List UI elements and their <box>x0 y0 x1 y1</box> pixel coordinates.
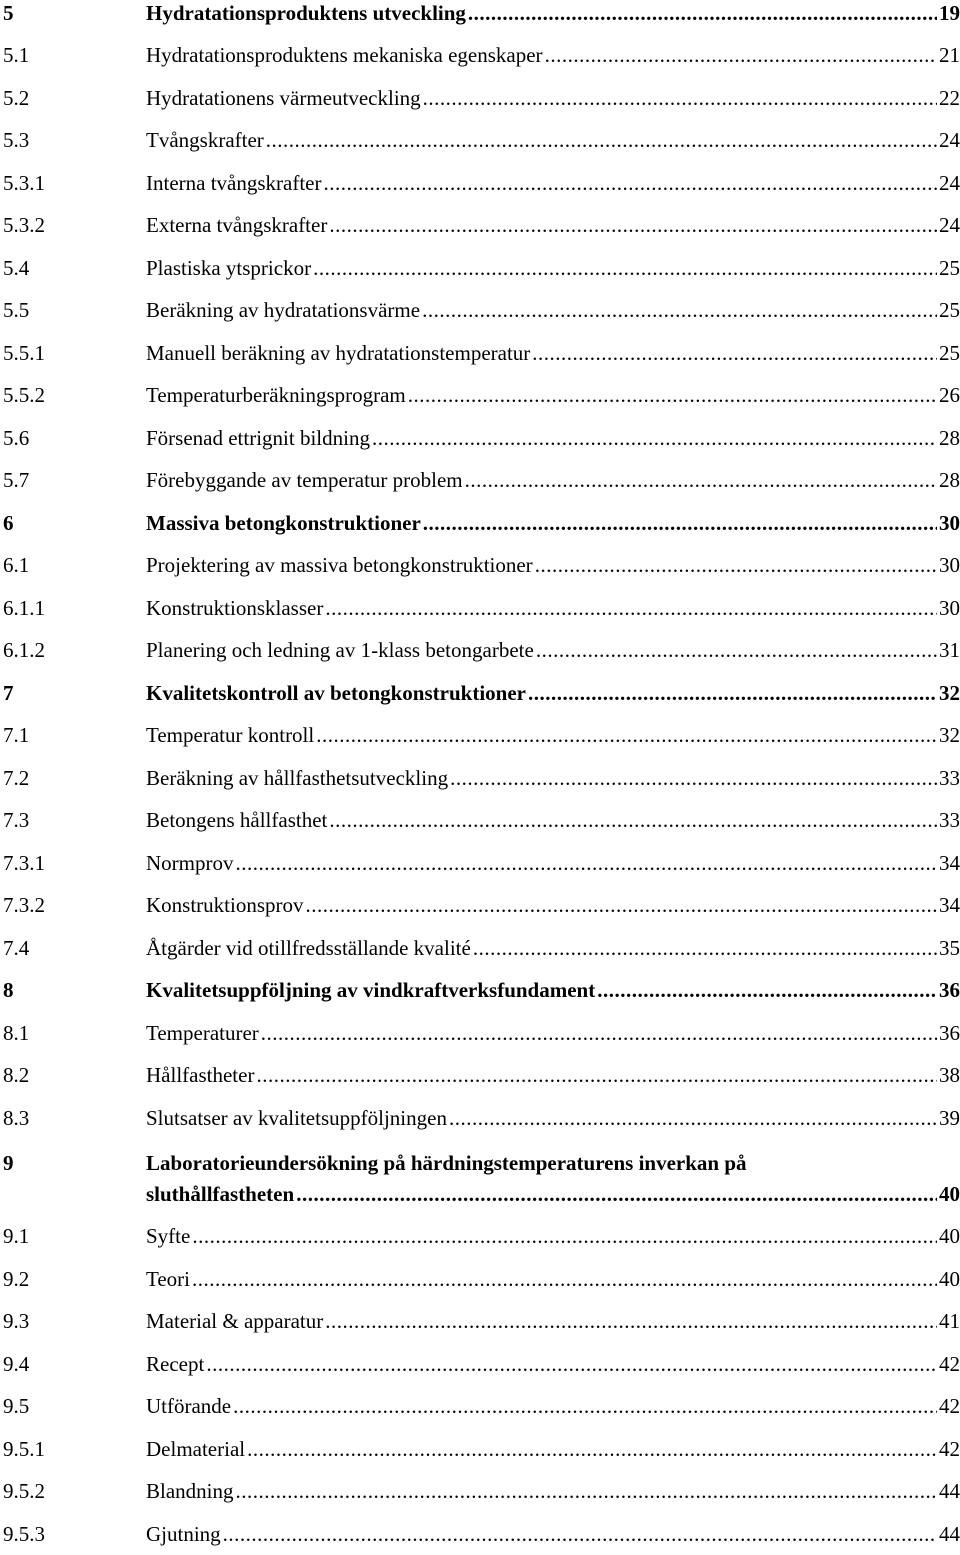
toc-entry-title: Material & apparatur <box>146 1309 324 1333</box>
toc-section-entry[interactable] <box>3 425 960 459</box>
toc-entry-line <box>146 510 960 536</box>
toc-entry-line <box>146 85 960 111</box>
toc-entry-line <box>146 127 960 153</box>
dot-leader <box>532 340 937 366</box>
toc-entry-page-number: 42 <box>939 1394 960 1418</box>
toc-entry-number: 5 <box>3 1 14 25</box>
toc-section-entry[interactable] <box>3 765 960 799</box>
toc-entry-page-number: 36 <box>939 1021 960 1045</box>
dot-leader <box>236 850 938 876</box>
toc-entry-title: Hydratationens värmeutveckling <box>146 86 421 110</box>
toc-entry-line <box>146 1020 960 1046</box>
toc-section-entry[interactable] <box>3 85 960 119</box>
toc-section-entry[interactable] <box>3 807 960 841</box>
toc-entry-line <box>146 1478 960 1504</box>
dot-leader <box>247 1436 937 1462</box>
toc-entry-title: Externa tvångskrafter <box>146 213 328 237</box>
toc-entry-page-number: 33 <box>939 766 960 790</box>
toc-entry-page-number: 24 <box>939 171 960 195</box>
toc-entry-line <box>146 595 960 621</box>
toc-entry-number: 5.1 <box>3 43 30 67</box>
toc-entry-line <box>146 1436 960 1462</box>
toc-entry-title: Massiva betongkonstruktioner <box>146 511 421 535</box>
toc-entry-number: 5.5.1 <box>3 341 45 365</box>
toc-entry-title: Utförande <box>146 1394 232 1418</box>
toc-entry-page-number: 44 <box>939 1479 960 1503</box>
toc-section-entry[interactable] <box>3 1062 960 1096</box>
toc-entry-title: Recept <box>146 1352 205 1376</box>
toc-entry-number: 7.3.1 <box>3 851 45 875</box>
toc-chapter-entry[interactable] <box>3 510 960 544</box>
toc-section-entry[interactable] <box>3 552 960 586</box>
toc-entry-number: 9.1 <box>3 1224 30 1248</box>
toc-entry-number: 5.4 <box>3 256 30 280</box>
toc-entry-title: Gjutning <box>146 1522 221 1546</box>
dot-leader <box>423 85 937 111</box>
toc-section-entry[interactable] <box>3 1521 960 1555</box>
toc-entry-line <box>146 1521 960 1547</box>
toc-entry-line <box>146 170 960 196</box>
toc-entry-number: 8 <box>3 978 14 1002</box>
toc-entry-line <box>146 382 960 408</box>
toc-section-entry[interactable] <box>3 1351 960 1385</box>
toc-section-entry[interactable] <box>3 850 960 884</box>
toc-entry-title: Beräkning av hydratationsvärme <box>146 298 421 322</box>
toc-entry-title: Förebyggande av temperatur problem <box>146 468 463 492</box>
toc-entry-page-number: 21 <box>939 43 960 67</box>
toc-entry-title: Temperatur kontroll <box>146 723 315 747</box>
toc-entry-line <box>146 977 960 1003</box>
toc-entry-number: 5.3 <box>3 128 30 152</box>
toc-section-entry[interactable] <box>3 467 960 501</box>
toc-entry-number: 5.3.1 <box>3 171 45 195</box>
toc-entry-line <box>146 1393 960 1419</box>
toc-entry-page-number: 34 <box>939 851 960 875</box>
toc-entry-page-number: 39 <box>939 1106 960 1130</box>
toc-entry-page-number: 44 <box>939 1522 960 1546</box>
toc-entry-title: Temperaturer <box>146 1021 259 1045</box>
toc-entry-number: 5.3.2 <box>3 213 45 237</box>
toc-chapter-entry[interactable] <box>3 977 960 1011</box>
toc-entry-page-number: 31 <box>939 638 960 662</box>
toc-entry-page-number: 35 <box>939 936 960 960</box>
toc-section-entry[interactable] <box>3 1020 960 1054</box>
dot-leader <box>192 1266 937 1292</box>
toc-section-entry[interactable] <box>3 1308 960 1342</box>
toc-entry-line <box>146 935 960 961</box>
dot-leader <box>316 722 937 748</box>
dot-leader <box>206 1351 937 1377</box>
toc-entry-line <box>146 1062 960 1088</box>
toc-entry-page-number: 30 <box>939 511 960 535</box>
toc-section-entry[interactable] <box>3 1105 960 1139</box>
dot-leader <box>536 637 937 663</box>
dot-leader <box>296 1181 937 1207</box>
toc-entry-number: 5.2 <box>3 86 30 110</box>
toc-entry-number: 5.7 <box>3 468 30 492</box>
toc-entry-number: 5.5.2 <box>3 383 45 407</box>
dot-leader <box>306 892 938 918</box>
toc-entry-title: Konstruktionsklasser <box>146 596 324 620</box>
toc-section-entry[interactable] <box>3 1223 960 1257</box>
dot-leader <box>266 127 937 153</box>
toc-section-entry[interactable] <box>3 1478 960 1512</box>
toc-chapter-entry[interactable] <box>3 680 960 714</box>
toc-entry-title: Betongens hållfasthet <box>146 808 328 832</box>
dot-leader <box>223 1521 937 1547</box>
dot-leader <box>449 1105 937 1131</box>
toc-entry-page-number: 25 <box>939 341 960 365</box>
toc-entry-line <box>146 1308 960 1334</box>
dot-leader <box>468 0 937 26</box>
toc-section-entry[interactable] <box>3 340 960 374</box>
toc-entry-line <box>146 850 960 876</box>
toc-entry-line <box>146 637 960 663</box>
toc-entry-number: 9.5.3 <box>3 1522 45 1546</box>
toc-entry-title: Blandning <box>146 1479 234 1503</box>
toc-entry-title: Kvalitetskontroll av betongkonstruktioner <box>146 681 526 705</box>
toc-entry-page-number: 28 <box>939 426 960 450</box>
dot-leader <box>465 467 937 493</box>
toc-entry-page-number: 32 <box>939 723 960 747</box>
toc-section-entry[interactable] <box>3 255 960 289</box>
toc-entry-page-number: 19 <box>939 1 960 25</box>
toc-section-entry[interactable] <box>3 1436 960 1470</box>
toc-entry-line <box>146 425 960 451</box>
toc-entry-title: Manuell beräkning av hydratationstemperatur <box>146 341 531 365</box>
toc-entry-number: 8.1 <box>3 1021 30 1045</box>
dot-leader <box>422 297 937 323</box>
dot-leader <box>545 42 937 68</box>
dot-leader <box>329 212 937 238</box>
toc-entry-number: 5.6 <box>3 426 30 450</box>
toc-entry-number: 9.5.1 <box>3 1437 45 1461</box>
toc-entry-number: 9.3 <box>3 1309 30 1333</box>
dot-leader <box>450 765 937 791</box>
toc-entry-line <box>146 42 960 68</box>
toc-section-entry[interactable] <box>3 42 960 76</box>
toc-entry-number: 9.4 <box>3 1352 30 1376</box>
dot-leader <box>325 1308 937 1334</box>
toc-entry-number: 6.1.1 <box>3 596 45 620</box>
toc-entry-line <box>146 297 960 323</box>
toc-entry-line <box>146 680 960 706</box>
dot-leader <box>313 255 937 281</box>
toc-section-entry[interactable] <box>3 297 960 331</box>
toc-entry-page-number: 33 <box>939 808 960 832</box>
toc-entry-line <box>146 255 960 281</box>
toc-entry-title: Teori <box>146 1267 191 1291</box>
toc-entry-title: Konstruktionsprov <box>146 893 304 917</box>
toc-entry-number: 7.3 <box>3 808 30 832</box>
toc-section-entry[interactable] <box>3 127 960 161</box>
toc-entry-line <box>146 340 960 366</box>
toc-entry-number: 8.3 <box>3 1106 30 1130</box>
dot-leader <box>372 425 937 451</box>
toc-entry-line <box>146 765 960 791</box>
dot-leader <box>236 1478 938 1504</box>
dot-leader <box>261 1020 937 1046</box>
toc-entry-title: Hållfastheter <box>146 1063 255 1087</box>
toc-entry-number: 5.5 <box>3 298 30 322</box>
toc-entry-page-number: 25 <box>939 256 960 280</box>
toc-section-entry[interactable] <box>3 170 960 204</box>
toc-entry-line <box>146 1105 960 1131</box>
toc-entry-number: 9.5 <box>3 1394 30 1418</box>
toc-entry-number: 8.2 <box>3 1063 30 1087</box>
toc-entry-line <box>146 1266 960 1292</box>
toc-entry-number: 6 <box>3 511 14 535</box>
dot-leader <box>324 170 938 196</box>
toc-entry-title: Kvalitetsuppföljning av vindkraftverksfundament <box>146 978 596 1002</box>
toc-entry-page-number: 36 <box>939 978 960 1002</box>
toc-section-entry[interactable] <box>3 935 960 969</box>
toc-entry-line <box>146 212 960 238</box>
toc-entry-page-number: 24 <box>939 128 960 152</box>
toc-entry-line <box>146 722 960 748</box>
toc-entry-title: Planering och ledning av 1-klass betongarbete <box>146 638 534 662</box>
toc-entry-line <box>146 552 960 578</box>
toc-entry-title: Slutsatser av kvalitetsuppföljningen <box>146 1106 447 1130</box>
dot-leader <box>535 552 937 578</box>
toc-entry-line <box>146 1223 960 1249</box>
toc-entry-title: Syfte <box>146 1224 191 1248</box>
toc-chapter-entry[interactable] <box>3 1150 960 1214</box>
toc-entry-title: sluthållfastheten <box>146 1182 295 1206</box>
dot-leader <box>408 382 937 408</box>
toc-entry-line <box>146 1181 960 1207</box>
toc-entry-page-number: 38 <box>939 1063 960 1087</box>
toc-entry-page-number: 32 <box>939 681 960 705</box>
toc-entry-title: Projektering av massiva betongkonstruktioner <box>146 553 533 577</box>
toc-entry-number: 7.4 <box>3 936 30 960</box>
toc-entry-page-number: 34 <box>939 893 960 917</box>
toc-entry-line <box>146 467 960 493</box>
toc-entry-number: 6.1 <box>3 553 30 577</box>
toc-entry-page-number: 30 <box>939 553 960 577</box>
toc-entry-page-number: 41 <box>939 1309 960 1333</box>
toc-entry-number: 7.1 <box>3 723 30 747</box>
toc-entry-title: Delmaterial <box>146 1437 246 1461</box>
toc-entry-page-number: 26 <box>939 383 960 407</box>
dot-leader <box>597 977 937 1003</box>
toc-entry-title: Hydratationsproduktens utveckling <box>146 1 466 25</box>
toc-entry-page-number: 25 <box>939 298 960 322</box>
toc-entry-page-number: 28 <box>939 468 960 492</box>
toc-section-entry[interactable] <box>3 212 960 246</box>
toc-entry-number: 7 <box>3 681 14 705</box>
toc-entry-number: 7.3.2 <box>3 893 45 917</box>
toc-entry-title: Plastiska ytsprickor <box>146 256 312 280</box>
toc-entry-title: Försenad ettrignit bildning <box>146 426 370 450</box>
toc-entry-title: Temperaturberäkningsprogram <box>146 383 406 407</box>
toc-entry-line <box>146 1351 960 1377</box>
toc-entry-title: Beräkning av hållfasthetsutveckling <box>146 766 449 790</box>
toc-entry-number: 9.5.2 <box>3 1479 45 1503</box>
toc-entry-title: Hydratationsproduktens mekaniska egenskaper <box>146 43 543 67</box>
toc-entry-number: 6.1.2 <box>3 638 45 662</box>
toc-entry-page-number: 40 <box>939 1182 960 1206</box>
toc-entry-title-line1: Laboratorieundersökning på härdningstemperaturens inverkan på <box>146 1151 747 1175</box>
dot-leader <box>329 807 937 833</box>
toc-entry-page-number: 42 <box>939 1437 960 1461</box>
dot-leader <box>192 1223 937 1249</box>
toc-entry-number: 9.2 <box>3 1267 30 1291</box>
dot-leader <box>473 935 937 961</box>
toc-entry-title: Normprov <box>146 851 234 875</box>
toc-section-entry[interactable] <box>3 1393 960 1427</box>
toc-entry-page-number: 22 <box>939 86 960 110</box>
toc-entry-title: Tvångskrafter <box>146 128 264 152</box>
dot-leader <box>423 510 937 536</box>
toc-entry-page-number: 42 <box>939 1352 960 1376</box>
toc-entry-title: Åtgärder vid otillfredsställande kvalité <box>146 936 471 960</box>
dot-leader <box>233 1393 937 1419</box>
toc-entry-number: 7.2 <box>3 766 30 790</box>
toc-section-entry[interactable] <box>3 595 960 629</box>
toc-entry-page-number: 40 <box>939 1224 960 1248</box>
toc-section-entry[interactable] <box>3 892 960 926</box>
toc-section-entry[interactable] <box>3 1266 960 1300</box>
toc-chapter-entry[interactable] <box>3 0 960 34</box>
dot-leader <box>325 595 937 621</box>
dot-leader <box>256 1062 937 1088</box>
toc-section-entry[interactable] <box>3 722 960 756</box>
toc-entry-page-number: 40 <box>939 1267 960 1291</box>
toc-entry-title: Interna tvångskrafter <box>146 171 322 195</box>
toc-section-entry[interactable] <box>3 382 960 416</box>
toc-entry-line <box>146 807 960 833</box>
toc-section-entry[interactable] <box>3 637 960 671</box>
toc-entry-page-number: 24 <box>939 213 960 237</box>
toc-entry-line <box>146 892 960 918</box>
toc-entry-number: 9 <box>3 1151 14 1175</box>
toc-entry-line <box>146 0 960 26</box>
toc-entry-page-number: 30 <box>939 596 960 620</box>
dot-leader <box>528 680 937 706</box>
